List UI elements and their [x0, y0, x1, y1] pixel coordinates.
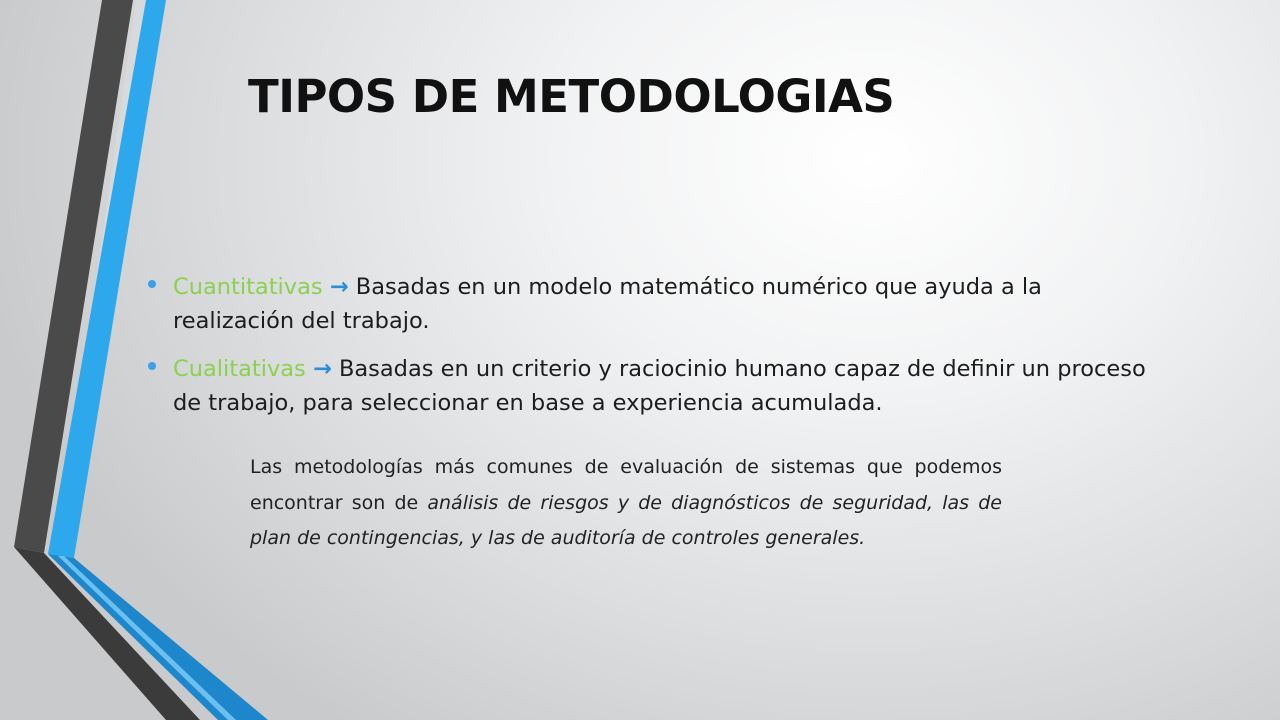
arrow-right-icon: → [329, 274, 349, 300]
bullet-list [148, 270, 1158, 434]
bullet-text: Basadas en un criterio y raciocinio humano capaz de definir un proceso de trabajo, para seleccionar en base a experiencia acumulada. [173, 356, 1146, 416]
bullet-cualitativas [148, 352, 1158, 420]
bullet-cuantitativas [148, 270, 1158, 338]
arrow-right-icon: → [312, 356, 332, 382]
slide-title: TIPOS DE METODOLOGIAS [248, 70, 895, 123]
dark-stripe-diagonal [14, 547, 200, 720]
term-cualitativas: Cualitativas [173, 356, 306, 382]
methodologies-paragraph [250, 450, 1002, 557]
bullet-text: Basadas en un modelo matemático numérico que ayuda a la realización del trabajo. [173, 274, 1042, 334]
term-cuantitativas: Cuantitativas [173, 274, 323, 300]
paragraph-plain: Las metodologías más comunes de evaluación de sistemas que podemos encontrar son de [250, 456, 1002, 514]
paragraph-italic: análisis de riesgos y de diagnósticos de seguridad, las de plan de contingencias, y las de auditoría de controles generales. [250, 491, 1002, 549]
